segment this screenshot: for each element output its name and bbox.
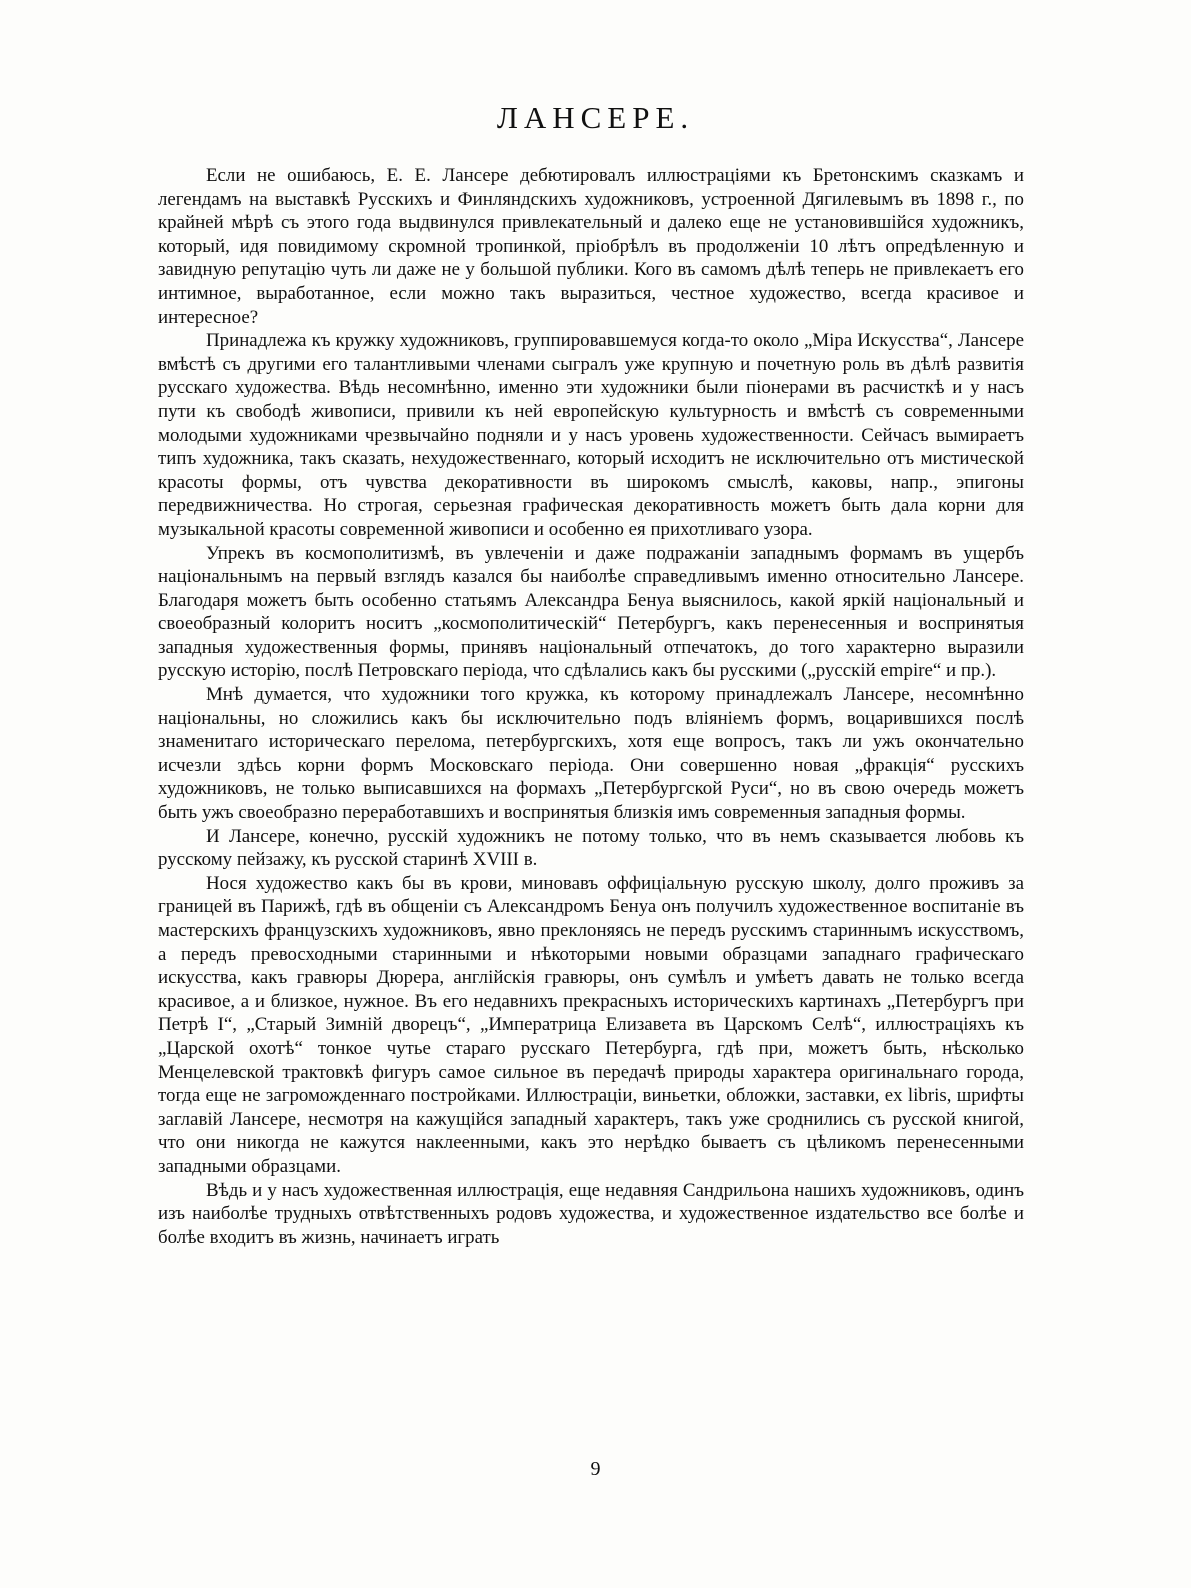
paragraph-5: И Лансере, конечно, русскій художникъ не потому только, что въ немъ сказывается любовь къ русскому пейзажу, къ русской старинѣ XVIII в. xyxy=(158,825,1024,871)
paragraph-6: Нося художество какъ бы въ крови, миновавъ оффиціальную русскую школу, долго проживъ за границей въ Парижѣ, гдѣ въ общеніи съ Александромъ Бенуа онъ получилъ художественное воспитаніе въ мастерскихъ французскихъ художниковъ, явно преклоняясь не передъ русскимъ стариннымъ искусствомъ, а передъ превосходными старинными и нѣкоторыми новыми образцами западнаго графическаго искусства, какъ гравюры Дюрера, англійскія гравюры, онъ сумѣлъ и умѣетъ давать не только всегда красивое, а и близкое, нужное. Въ его недавнихъ прекрасныхъ историческихъ картинахъ „Петербургъ при Петрѣ I“, „Старый Зимній дворецъ“, „Императрица Елизавета въ Царскомъ Селѣ“, иллюстраціяхъ къ „Царской охотѣ“ тонкое чутье стараго русскаго Петербурга, гдѣ при, можетъ быть, нѣсколько Менцелевской трактовкѣ фигуръ самое сильное въ передачѣ природы характера оригинальнаго города, тогда еще не загроможденнаго постройками. Иллюстраціи, виньетки, обложки, заставки, ex libris, шрифты заглавій Лансере, несмотря на кажущійся западный характеръ, такъ уже сроднились съ русской книгой, что они никогда не кажутся наклеенными, какъ это нерѣдко бываетъ съ цѣликомъ перенесенными западными образцами. xyxy=(158,872,1024,1177)
paragraph-1: Если не ошибаюсь, Е. Е. Лансере дебютировалъ иллюстраціями къ Бретонскимъ сказкамъ и легендамъ на выставкѣ Русскихъ и Финляндскихъ художниковъ, устроенной Дягилевымъ въ 1898 г., по крайней мѣрѣ съ этого года выдвинулся привлекательный и далеко еще не установившійся художникъ, который, идя повидимому скромной тропинкой, пріобрѣлъ въ продолженіи 10 лѣтъ опредѣленную и завидную репутацію чуть ли даже не у большой публики. Кого въ самомъ дѣлѣ теперь не привлекаетъ его интимное, выработанное, если можно такъ выразиться, честное художество, всегда красивое и интересное? xyxy=(158,165,1024,328)
paragraph-4: Мнѣ думается, что художники того кружка, къ которому принадлежалъ Лансере, несомнѣнно національны, но сложились какъ бы исключительно подъ вліяніемъ формъ, воцарившихся послѣ знаменитаго историческаго перелома, петербургскихъ, хотя еще вопросъ, такъ ли ужъ окончательно исчезли здѣсь корни формъ Московскаго періода. Они совершенно новая „фракція“ русскихъ художниковъ, не только выписавшихся на формахъ „Петербургской Руси“, но въ свою очередь можетъ быть ужъ своеобразно переработавшихъ и воспринятыя близкія имъ современныя западныя формы. xyxy=(158,684,1024,824)
paragraph-3: Упрекъ въ космополитизмѣ, въ увлеченіи и даже подражаніи западнымъ формамъ въ ущербъ національнымъ на первый взглядъ казался бы наиболѣе справедливымъ именно относительно Лансере. Благодаря можетъ быть особенно статьямъ Александра Бенуа выяснилось, какой яркій національный и своеобразный колоритъ носитъ „космополитическій“ Петербургъ, какъ перенесенныя и воспринятыя западныя художественныя формы, принявъ національный отпечатокъ, до того характерно выразили русскую исторію, послѣ Петровскаго періода, что сдѣлались какъ бы русскими („русскій empire“ и пр.). xyxy=(158,542,1024,682)
article-body xyxy=(158,164,1024,1249)
paragraph-2: Принадлежа къ кружку художниковъ, группировавшемуся когда-то около „Міра Искусства“, Лансере вмѣстѣ съ другими его талантливыми членами сыгралъ уже крупную и почетную роль въ дѣлѣ развитія русскаго художества. Вѣдь несомнѣнно, именно эти художники были піонерами въ расчисткѣ и у насъ пути къ свободѣ живописи, привили къ ней европейскую культурность и вмѣстѣ съ современными молодыми художниками чрезвычайно подняли и у насъ уровень художественности. Сейчасъ вымираетъ типъ художника, такъ сказать, нехудожественнаго, который исходитъ не исключительно отъ мистической красоты формы, отъ чувства декоративности въ широкомъ смыслѣ, каковы, напр., эпигоны передвижничества. Но строгая, серьезная графическая декоративность можетъ быть дала корни для музыкальной красоты современной живописи и особенно ея прихотливаго узора. xyxy=(158,330,1024,540)
paragraph-7: Вѣдь и у насъ художественная иллюстрація, еще недавняя Сандрильона нашихъ художниковъ, одинъ изъ наиболѣе трудныхъ отвѣтственныхъ родовъ художества, и художественное издательство все болѣе и болѣе входитъ въ жизнь, начинаетъ играть xyxy=(158,1179,1024,1248)
page-number: 9 xyxy=(590,1458,601,1480)
page-title: ЛАНСЕРЕ. xyxy=(496,100,695,135)
